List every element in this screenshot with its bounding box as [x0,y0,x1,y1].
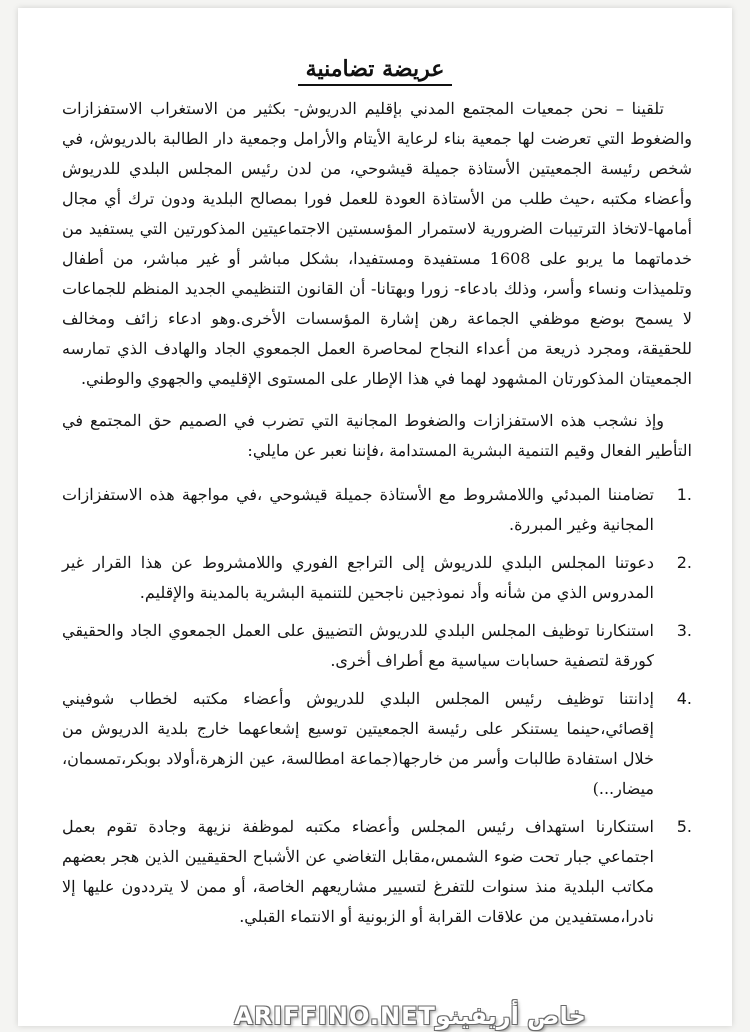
item-text: دعوتنا المجلس البلدي للدريوش إلى التراجع الفوري واللامشروط عن هذا القرار غير المدروس الذي من شأنه وأد نموذجين ناجحين للتنمية البشرية بالمدينة والإقليم. [62,553,654,602]
list-item [62,480,692,540]
item-text: استنكارنا استهداف رئيس المجلس وأعضاء مكتبه لموظفة نزيهة وجادة تقوم بعمل اجتماعي جبار تحت ضوء الشمس،مقابل التغاضي عن الأشباح الحقيقيين الذين هجر بعضهم مكاتب البلدية منذ سنوات للتفرغ لتسيير مشاريعهم الخاصة، أو ممن لا يترددون عليها إلا نادرا،مستفيدين من علاقات القرابة أو الزبونية أو الانتماء القبلي. [62,817,655,926]
item-text: إدانتنا توظيف رئيس المجلس البلدي للدريوش وأعضاء مكتبه لخطاب شوفيني إقصائي،حينما يستنكر على رئيسة الجمعيتين توسيع إشعاعهما خارج بلدية الدريوش من خلال استفادة طالبات وأسر من خارجها(جماعة امطالسة، عين الزهرة،أولاد بوبكر،تمسمان، ميضار...) [62,689,654,798]
item-text: استنكارنا توظيف المجلس البلدي للدريوش التضييق على العمل الجمعوي الجاد والحقيقي كورقة لتصفية حسابات سياسية مع أطراف أخرى. [62,621,654,670]
title-text: عريضة تضامنية [298,56,453,86]
list-item [62,616,692,676]
document-body [62,94,692,940]
item-number: 1. [676,485,692,504]
site-watermark: ARIFFINO.NETخاص أريفينو [234,1002,586,1030]
item-number: 2. [676,553,692,572]
item-number: 4. [676,689,692,708]
list-item [62,684,692,804]
list-item [62,548,692,608]
statement-paragraph: وإذ نشجب هذه الاستفزازات والضغوط المجانية التي تضرب في الصميم حق المجتمع في التأطير الفعال وقيم التنمية البشرية المستدامة ،فإننا نعبر عن مايلي: [62,411,692,460]
document-title [0,56,750,82]
list-item [62,812,692,932]
intro-paragraph: تلقينا – نحن جمعيات المجتمع المدني بإقليم الدريوش- بكثير من الاستغراب الاستفزازات والضغوط التي تعرضت لها جمعية بناء لرعاية الأيتام والأرامل وجمعية دار الطالبة بالدريوش، في شخص رئيسة الجمعيتين الأستاذة جميلة قيشوحي، من لدن رئيس المجلس البلدي للدريوش وأعضاء مكتبه ،حيث طلب من الأستاذة العودة للعمل فورا بمصالح البلدية ودون ترك أي مجال أمامها-لاتخاذ الترتيبات الضرورية لاستمرار المؤسستين الاجتماعيتين المذكورتين التي يستفيد من خدماتهما ما يربو على 1608 مستفيدة ومستفيدا، بشكل مباشر أو غير مباشر، من أطفال وتلميذات ونساء وأسر، وذلك بادعاء- زورا وبهتانا- أن القانون التنظيمي الجديد المنظم للجماعات لا يسمح بوضع موظفي الجماعة رهن إشارة المؤسسات الأخرى.وهو ادعاء زائف ومخالف للحقيقة، ومجرد ذريعة من أعداء النجاح لمحاصرة العمل الجمعوي الجاد والهادف الذي تمارسه الجمعيتان المذكورتان المشهود لهما في هذا الإطار على المستوى الإقليمي والجهوي والوطني. [62,99,693,388]
item-text: تضامننا المبدئي واللامشروط مع الأستاذة جميلة قيشوحي ،في مواجهة هذه الاستفزازات المجانية وغير المبررة. [62,485,655,534]
item-number: 5. [676,817,692,836]
demands-list [62,480,692,932]
item-number: 3. [676,621,692,640]
